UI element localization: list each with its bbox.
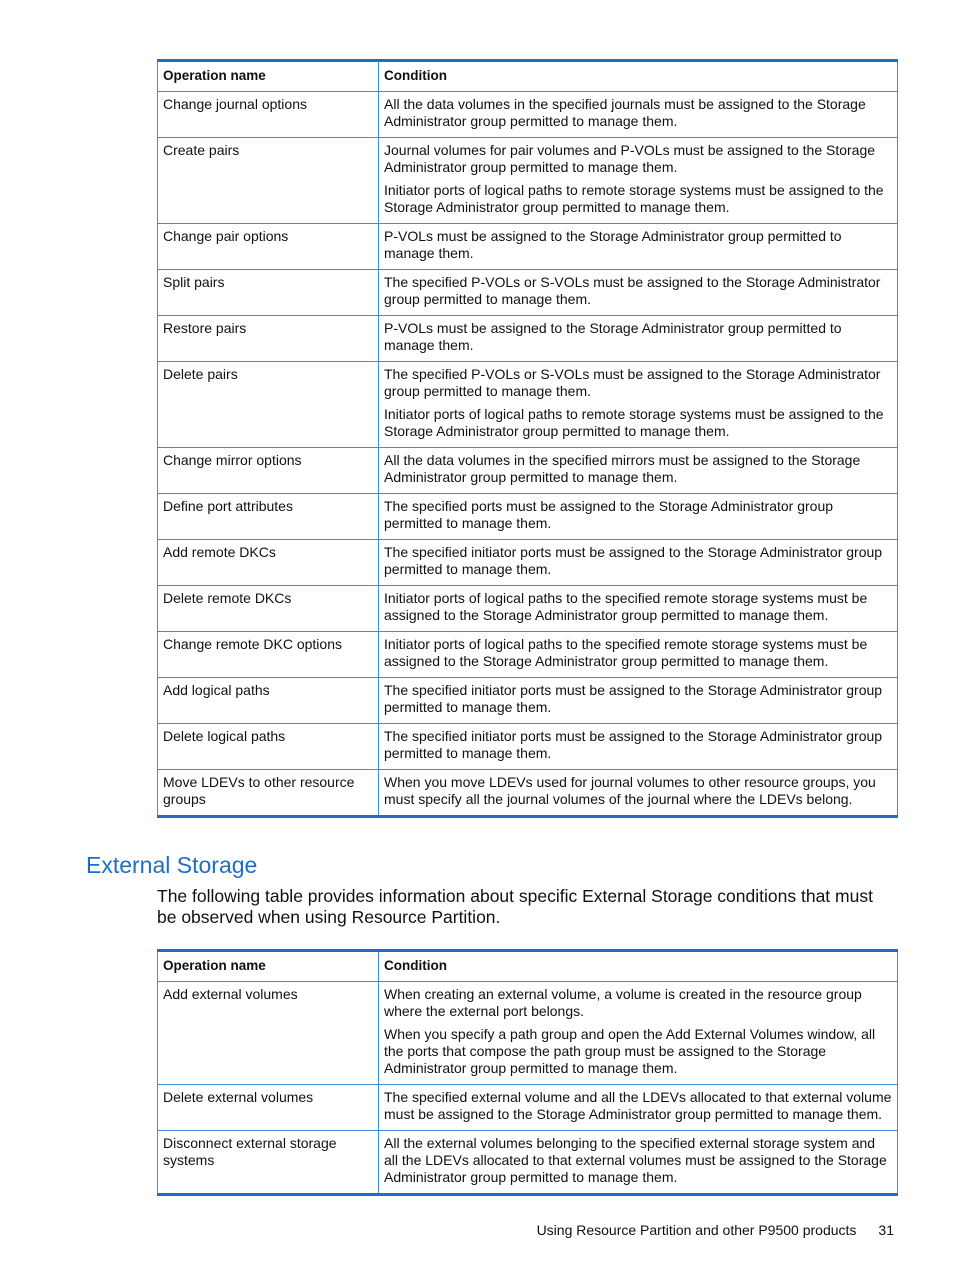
condition-text: Initiator ports of logical paths to remote storage systems must be assigned to the Storage Administrator group permitted to manage them. [384,406,884,439]
operation-name-cell: Create pairs [158,138,379,224]
condition-cell [379,448,898,494]
column-header-operation: Operation name [158,61,379,92]
condition-text: The specified P-VOLs or S-VOLs must be assigned to the Storage Administrator group permitted to manage them. [384,274,881,307]
page-footer [537,1222,894,1238]
table-row [158,586,898,632]
condition-cell [379,316,898,362]
condition-cell [379,92,898,138]
condition-text: All the data volumes in the specified journals must be assigned to the Storage Administrator group permitted to manage them. [384,96,866,129]
condition-text: All the data volumes in the specified mirrors must be assigned to the Storage Administrator group permitted to manage them. [384,452,861,485]
table-body [158,982,898,1195]
condition-text: Initiator ports of logical paths to remote storage systems must be assigned to the Storage Administrator group permitted to manage them. [384,182,884,215]
condition-cell [379,724,898,770]
page-number: 31 [878,1222,894,1238]
operation-name-cell: Change journal options [158,92,379,138]
table-row [158,1085,898,1131]
table-row [158,540,898,586]
resource-partition-conditions-table [157,59,898,818]
operation-name-cell: Move LDEVs to other resource groups [158,770,379,817]
condition-cell [379,270,898,316]
external-storage-conditions-table [157,949,898,1196]
operation-name-cell: Add remote DKCs [158,540,379,586]
condition-cell [379,540,898,586]
section-heading: External Storage [86,852,258,878]
table-row [158,1131,898,1195]
condition-cell [379,1085,898,1131]
condition-text: When creating an external volume, a volume is created in the resource group where the external port belongs. [384,986,862,1019]
operation-name-cell: Add external volumes [158,982,379,1085]
condition-text: The specified initiator ports must be assigned to the Storage Administrator group permitted to manage them. [384,544,883,577]
condition-text: Initiator ports of logical paths to the specified remote storage systems must be assigned to the Storage Administrator group permitted to manage them. [384,590,868,623]
footer-text: Using Resource Partition and other P9500 products [536,1222,857,1238]
operation-name-cell: Delete logical paths [158,724,379,770]
operation-name-cell: Delete external volumes [158,1085,379,1131]
condition-cell [379,632,898,678]
condition-cell [379,138,898,224]
operation-name-cell: Delete pairs [158,362,379,448]
condition-cell [379,224,898,270]
table-row [158,770,898,817]
condition-text: When you specify a path group and open the Add External Volumes window, all the ports that compose the path group must be assigned to the Storage Administrator group permitted to manage them. [384,1026,876,1076]
operation-name-cell: Disconnect external storage systems [158,1131,379,1195]
condition-text: Journal volumes for pair volumes and P-VOLs must be assigned to the Storage Administrator group permitted to manage them. [384,142,876,175]
column-header-operation: Operation name [158,951,379,982]
condition-text: P-VOLs must be assigned to the Storage Administrator group permitted to manage them. [384,320,842,353]
operation-name-cell: Change pair options [158,224,379,270]
operation-name-cell: Add logical paths [158,678,379,724]
table-body [158,92,898,817]
table-row [158,316,898,362]
table-row [158,724,898,770]
condition-cell [379,586,898,632]
table-header-row [158,951,898,982]
condition-cell [379,362,898,448]
condition-text: The specified external volume and all the LDEVs allocated to that external volume must be assigned to the Storage Administrator group permitted to manage them. [384,1089,892,1122]
table-row [158,138,898,224]
operation-name-cell: Split pairs [158,270,379,316]
operation-name-cell: Change remote DKC options [158,632,379,678]
condition-text: P-VOLs must be assigned to the Storage Administrator group permitted to manage them. [384,228,842,261]
table-row [158,270,898,316]
condition-text: Initiator ports of logical paths to the specified remote storage systems must be assigned to the Storage Administrator group permitted to manage them. [384,636,868,669]
condition-text: The specified initiator ports must be assigned to the Storage Administrator group permitted to manage them. [384,728,883,761]
table-row [158,632,898,678]
table-row [158,678,898,724]
table-row [158,92,898,138]
operation-name-cell: Define port attributes [158,494,379,540]
table-row [158,982,898,1085]
condition-cell [379,982,898,1085]
table-row [158,224,898,270]
table-header-row [158,61,898,92]
condition-cell [379,494,898,540]
operation-name-cell: Restore pairs [158,316,379,362]
condition-text: The specified ports must be assigned to the Storage Administrator group permitted to manage them. [384,498,834,531]
operation-name-cell: Delete remote DKCs [158,586,379,632]
column-header-condition: Condition [379,951,898,982]
condition-text: All the external volumes belonging to the specified external storage system and all the LDEVs allocated to that external volumes must be assigned to the Storage Administrator group permitted to manage them. [384,1135,887,1185]
section-intro: The following table provides information about specific External Storage conditions that must be observed when using Resource Partition. [157,886,873,927]
condition-cell [379,678,898,724]
condition-text: The specified P-VOLs or S-VOLs must be assigned to the Storage Administrator group permitted to manage them. [384,366,881,399]
table-row [158,362,898,448]
table-row [158,494,898,540]
operation-name-cell: Change mirror options [158,448,379,494]
condition-cell [379,1131,898,1195]
table-row [158,448,898,494]
column-header-condition: Condition [379,61,898,92]
condition-text: When you move LDEVs used for journal volumes to other resource groups, you must specify all the journal volumes of the journal where the LDEVs belong. [384,774,876,807]
condition-text: The specified initiator ports must be assigned to the Storage Administrator group permitted to manage them. [384,682,883,715]
condition-cell [379,770,898,817]
